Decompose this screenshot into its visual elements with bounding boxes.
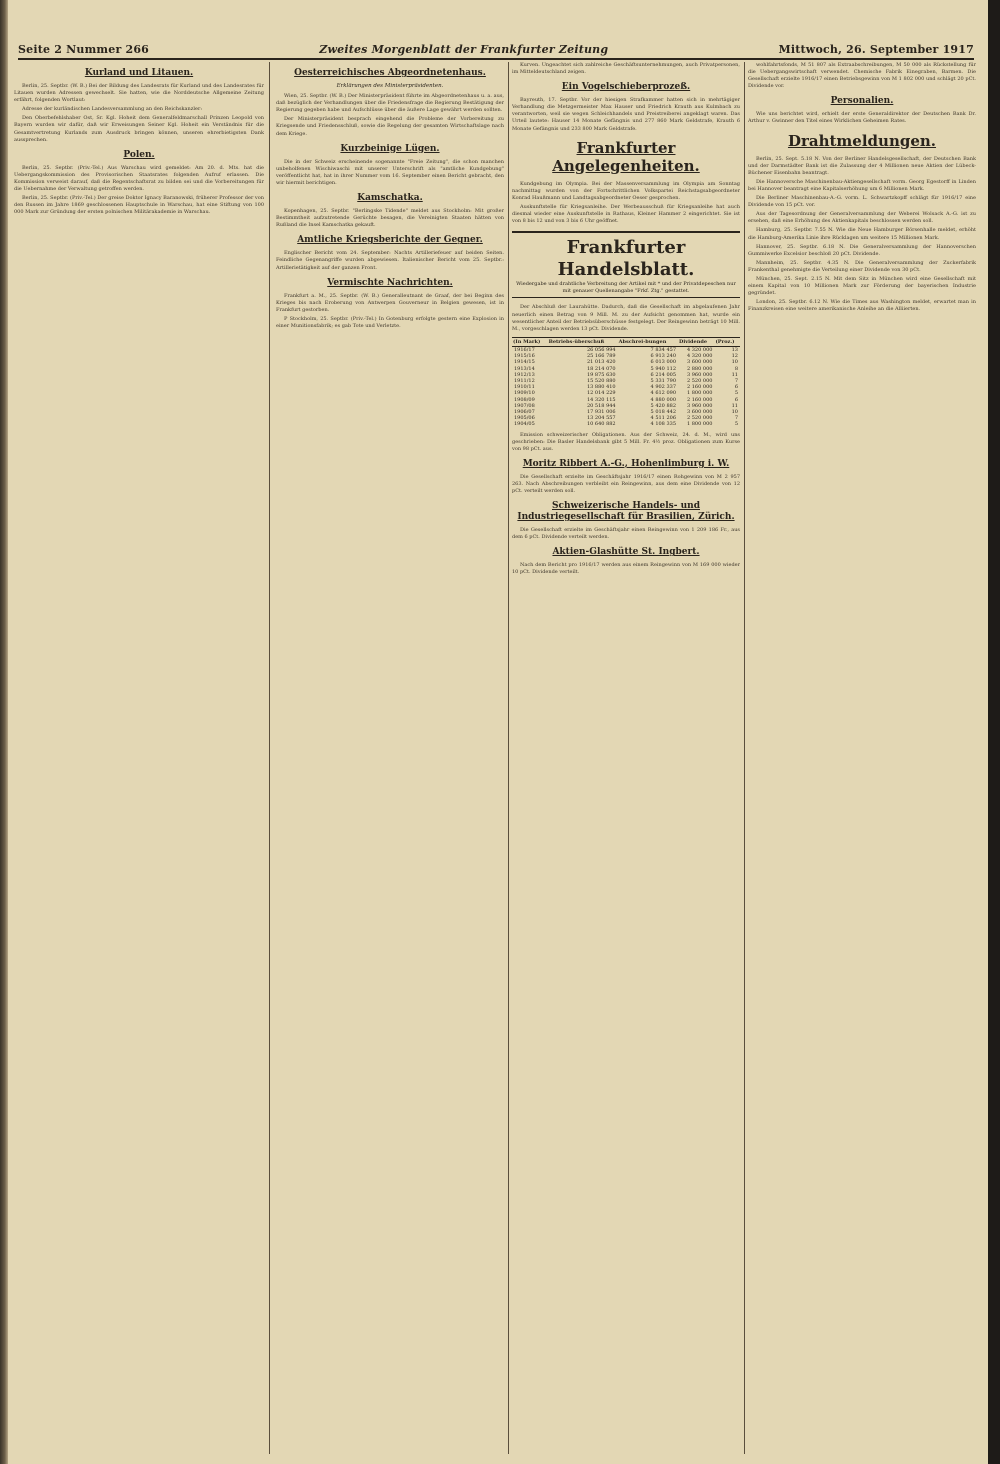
article-paragraph: wohlfahrtsfonds, M 51 807 als Extraabschreibungen, M 50 000 als Rückstellung für die Uebergangswirtschaft verwendet. Chemische Fabrik Einegraben, Barmen. Die Gesellschaft erzielte 1916/17 einen Betriebsgewinn von M 1 802 000 und schlägt 20 pCt. Dividende vor. — [748, 62, 976, 90]
laurahuette-table — [512, 337, 740, 428]
article-paragraph: Kurven. Ungeachtet sich zahlreiche Geschäftsunternehmungen, auch Privatpersonen, im Mitteldeutschland zeigen. — [512, 62, 740, 76]
table-cell: 11 — [731, 371, 738, 378]
table-cell: 4 108 335 — [650, 421, 676, 428]
article-paragraph: Der Abschluß der Laurahütte. Dadurch, daß die Gesellschaft im abgelaufenen Jahr neuerlich einen Betrag von 9 Mill. M. zu der Aufsicht genommen hat, wurde ein wesentlicher Anteil der Betriebsüberschüsse festgelegt. Der Reingewinn beträgt 10 Mill. M., vorgeschlagen werden 13 pCt. Dividende. — [512, 304, 740, 332]
headline-kamschatka: Kamschatka. — [357, 193, 423, 204]
table-cell: 2 880 000 — [686, 365, 713, 372]
article-paragraph: Kopenhagen, 25. Septbr. "Berlingske Tidende" meldet aus Stockholm: Mit großer Bestimmtheit aufzutretende Gerüchte besagen, die Vereinigten Staaten hätten von Rußland die Insel Kamschatka gekauft. — [276, 208, 504, 229]
table-header-row — [512, 337, 740, 346]
article-paragraph: Nach dem Bericht pro 1916/17 werden aus einem Reingewinn von M 169 000 wieder 10 pCt. Dividende verteilt. — [512, 562, 740, 576]
headline-personalien: Personalien. — [830, 96, 894, 107]
article-paragraph: Auskunftstelle für Kriegsanleihe. Der Werbeausschuß für Kriegsanleihe hat auch diesmal wieder eine Auskunftstelle in Rathaus, Kleiner Hammer 2 eingerichtet. Sie ist von 8 bis 12 und von 3 bis 6 Uhr geöffnet. — [512, 203, 740, 225]
column-rule — [744, 62, 745, 1454]
article-paragraph: Hamburg, 25. Septbr. 7.55 N. Wie die Neue Hamburger Börsenhalle meldet, erhöht die Hamburg-Amerika Linie ihre Rücklagen um weitere 15 Millionen Mark. — [748, 227, 976, 241]
column-1 — [14, 62, 264, 1454]
table-cell: 5 — [734, 390, 738, 397]
table-row — [512, 421, 740, 427]
article-paragraph: Emission schweizerischer Obligationen. Aus der Schweiz, 24. d. M., wird uns geschrieben: Die Basler Handelsbank gibt 5 Mill. Fr. 4½ proz. Obligationen zum Kurse von 98 pCt. aus. — [512, 431, 740, 452]
table-cell: 1908/09 — [514, 396, 535, 403]
table-cell: 6 013 000 — [650, 359, 676, 366]
article-paragraph: Frankfurt a. M., 25. Septbr. (W. B.) Generalleutnant de Graaf, der bei Beginn des Krieges bis nach Eroberung von Antwerpen Gouverneur in Belgien gewesen, ist in Frankfurt gestorben. — [276, 292, 504, 313]
headline-drahtmeldungen: Drahtmeldungen. — [787, 131, 937, 150]
handelsblatt-banner — [512, 231, 740, 298]
table-cell: 5 331 790 — [650, 378, 676, 384]
table-header-cell: Dividende — [678, 337, 714, 346]
table-cell: 21 013 420 — [586, 359, 616, 366]
handelsblatt-title: Frankfurter Handelsblatt. — [557, 237, 695, 281]
column-rule — [269, 62, 270, 1454]
table-cell: 6 214 005 — [650, 371, 676, 378]
table-cell: 10 640 882 — [586, 421, 616, 428]
table-cell: 5 — [734, 421, 738, 428]
subheadline: Erklärungen des Ministerpräsidenten. — [336, 83, 444, 89]
article-paragraph: Die Hannoversche Maschinenbau-Aktiengesellschaft vorm. Georg Egestorff in Linden bei Hannover beantragt eine Kapitalserhöhung um 6 Millionen Mark. — [748, 178, 976, 192]
table-cell: 6 913 240 — [650, 353, 676, 360]
table-cell: 1907/08 — [514, 402, 535, 409]
table-cell: 1913/14 — [514, 365, 535, 372]
table-cell: 2 160 000 — [686, 396, 713, 403]
table-cell: 4 612 090 — [650, 390, 676, 397]
headline-brasilien: Schweizerische Handels- und Industriegesellschaft für Brasilien, Zürich. — [517, 501, 735, 523]
table-header-cell: (In Mark) — [512, 337, 548, 346]
headline-vermischtes: Vermischte Nachrichten. — [327, 277, 453, 288]
article-paragraph: Die Gesellschaft erzielte im Geschäftsjahr 1916/17 einen Rohgewinn von M 2 957 263. Nach Abschreibungen verbleibt ein Reingewinn, aus dem eine Dividende von 12 pCt. verteilt werden soll. — [512, 473, 740, 495]
article-paragraph: Die in der Schweiz erscheinende sogenannte "Freie Zeitung", die schon manchen unbeholfenen Wischiwaschi mit unserer Unterschrift als "amtliche Kundgebung" veröffentlicht hat, hat in ihrer Nummer vom 16. September einen Bericht gebracht, den wir hiermit berichtigen. — [276, 158, 504, 186]
headline-glashuette: Aktien-Glashütte St. Ingbert. — [552, 547, 700, 558]
article-paragraph: Bayreuth, 17. Septbr. Vor der hiesigen Strafkammer hatten sich in mehrtägiger Verhandlung die Metzgermeister Max Hauser und Friedrich Krauth aus Kulmbach zu verantworten, weil sie wegen Schleichhandels und Preistreiberei angeklagt waren. Das Urteil lautete: Hauser 14 Monate Gefängnis und 277 860 Mark Geldstrafe, Krauth 6 Monate Gefängnis und 233 800 Mark Geldstrafe. — [512, 97, 740, 132]
table-cell: 4 902 337 — [650, 384, 676, 391]
table-cell: 12 014 229 — [586, 390, 616, 397]
table-cell: 1904/05 — [514, 421, 535, 428]
table-cell: 7 — [734, 378, 738, 384]
table-row — [512, 346, 740, 353]
article-paragraph: Kundgebung im Olympia. Bei der Massenversammlung im Olympia am Sonntag nachmittag wurden von der Fortschrittlichen Volkspartei Reichstagsabgeordneter Konrad Haußmann und Landtagsabgeordneter Oeser gesprochen. — [512, 180, 740, 201]
table-cell: 4 511 206 — [650, 415, 676, 422]
article-paragraph: London, 25. Septbr. 6.12 N. Wie die Times aus Washington meldet, erwartet man in Finanzkreisen eine weitere amerikanische Anleihe an die Alliierten. — [748, 299, 976, 313]
headline-kriegsberichte: Amtliche Kriegsberichte der Gegner. — [297, 235, 483, 246]
article-paragraph: Die Berliner Maschinenbau-A.-G. vorm. L. Schwartzkopff schlägt für 1916/17 eine Dividende von 15 pCt. vor. — [748, 195, 976, 209]
handelsblatt-caption: Wiedergabe und drahtliche Verbreitung der Artikel mit * und der Privatdepeschen nur mit genauer Quellenangabe "Frkf. Ztg." gestattet. — [516, 281, 736, 295]
article-paragraph: Hannover, 25. Septbr. 6.18 N. Die Generalversammlung der Hannoverschen Gummiwerke Excelsior beschloß 20 pCt. Dividende. — [748, 243, 976, 257]
table-cell: 1906/07 — [514, 409, 535, 416]
table-cell: 26 056 994 — [586, 346, 616, 353]
article-paragraph: Wie uns berichtet wird, erhielt der erste Generaldirektor der Deutschen Bank Dr. Arthur v. Gwinner den Titel eines Wirklichen Geheimen Rates. — [748, 111, 976, 125]
table-cell: 20 518 944 — [586, 402, 616, 409]
page-binding-edge — [0, 0, 8, 1464]
table-cell: 11 — [731, 402, 738, 409]
article-paragraph: Den Oberbefehlshaber Ost, Sr. Kgl. Hoheit dem Generalfeldmarschall Prinzen Leopold von Bayern wurden wir dafür, daß wir Erweisungen Seiner Kgl. Hoheit ein Verständnis für die Gesamtvertretung Kurlands zum Ausdruck bringen können, unseren ehrerbietigsten Dank aussprechen. — [14, 115, 264, 143]
table-cell: 15 520 880 — [586, 378, 616, 384]
table-cell: 1910/11 — [514, 384, 535, 391]
article-paragraph: Berlin, 25. Septbr. (W. B.) Bei der Bildung des Landesrats für Kurland und des Landesrates für Litauen wurden Adressen gewechselt. Sie hatten, wie die Norddeutsche Allgemeine Zeitung erfährt, folgenden Wortlaut: — [14, 83, 264, 104]
table-header-cell: Abschrei-bungen — [618, 337, 678, 346]
headline-polen: Polen. — [123, 149, 155, 160]
table-cell: 1909/10 — [514, 390, 535, 397]
table-cell: 19 875 630 — [586, 371, 616, 378]
scan-border — [988, 0, 1000, 1464]
table-cell: 1912/13 — [514, 371, 535, 378]
table-cell: 5 940 112 — [650, 365, 676, 372]
table-header-cell: (Proz.) — [714, 337, 740, 346]
table-cell: 3 960 000 — [686, 371, 713, 378]
article-paragraph: P Stockholm, 25. Septbr. (Priv.-Tel.) In Gotenburg erfolgte gestern eine Explosion in einer Munitionsfabrik; es gab Tote und Verletzte. — [276, 315, 504, 329]
table-cell: 5 018 442 — [650, 409, 676, 416]
table-cell: 1905/06 — [514, 415, 535, 422]
table-cell: 1914/15 — [514, 359, 535, 366]
table-cell: 14 320 115 — [586, 396, 616, 403]
table-cell: 1915/16 — [514, 353, 535, 360]
table-cell: 4 880 000 — [650, 396, 676, 403]
column-3 — [512, 62, 740, 1454]
article-paragraph: Berlin, 25. Sept. 5.18 N. Von der Berliner Handelsgesellschaft, der Deutschen Bank und der Darmstädter Bank ist die Zulassung der 4 Millionen neue Aktien der Lübeck-Büchener Eisenbahn beantragt. — [748, 155, 976, 176]
article-paragraph: Englischer Bericht vom 24. September: Nachts Artilleriefeuer auf beiden Seiten. Feindliche Gegenangriffe wurden abgewiesen. Italienischer Bericht vom 25. Septbr.: Artillerietätigkeit auf der ganzen Front. — [276, 250, 504, 271]
article-paragraph: Mannheim, 25. Septbr. 4.35 N. Die Generalversammlung der Zuckerfabrik Frankenthal genehmigte die Verteilung einer Dividende von 30 pCt. — [748, 259, 976, 273]
table-cell: 2 520 000 — [686, 415, 713, 422]
column-2 — [276, 62, 504, 1454]
article-paragraph: Der Ministerpräsident besprach eingehend die Probleme der Vorbereitung zu Kriegsende und Friedensschluß, sowie die Regelung der gesamten Wirtschaftslage nach dem Kriege. — [276, 116, 504, 137]
table-cell: 2 520 000 — [686, 378, 713, 384]
table-cell: 1 800 000 — [686, 421, 713, 428]
headline-abgeordnetenhaus: Oesterreichisches Abgeordnetenhaus. — [294, 68, 486, 78]
table-cell: 7 834 457 — [650, 346, 676, 353]
table-cell: 12 — [731, 353, 738, 360]
table-cell: 3 600 000 — [686, 359, 713, 366]
table-cell: 3 600 000 — [686, 409, 713, 416]
article-paragraph: Berlin, 25. Septbr. (Priv.-Tel.) Der greise Doktor Ignacy Baranowski, früherer Professor der von den Russen im Jahre 1869 geschlossenen Hauptschule in Warschau, hat eine Stiftung von 100 000 Mark zur Gründung der ersten polnischen Militärakademie in Warschau. — [14, 195, 264, 216]
masthead — [18, 40, 974, 60]
masthead-paper-title: Zweites Morgenblatt der Frankfurter Zeitung — [319, 42, 609, 56]
masthead-page-number: Seite 2 Nummer 266 — [18, 42, 150, 56]
headline-kurland: Kurland und Litauen. — [84, 68, 194, 78]
table-cell: 2 160 000 — [686, 384, 713, 391]
table-cell: 25 166 789 — [586, 353, 616, 360]
table-cell: 17 931 006 — [586, 409, 616, 416]
table-cell: 18 214 070 — [586, 365, 616, 372]
article-paragraph: Die Gesellschaft erzielte im Geschäftsjahr einen Reingewinn von 1 209 186 Fr., aus dem 6 pCt. Dividende verteilt werden. — [512, 527, 740, 541]
table-cell: 4 320 000 — [686, 353, 713, 360]
table-cell: 10 — [731, 409, 738, 416]
headline-luegen: Kurzbeinige Lügen. — [340, 143, 440, 154]
table-cell: 3 960 000 — [686, 402, 713, 409]
headline-frankfurter-angelegenheiten: Frankfurter Angelegenheiten. — [552, 138, 700, 175]
column-rule — [508, 62, 509, 1454]
table-cell: 6 — [734, 396, 738, 403]
column-4 — [748, 62, 976, 1454]
table-cell: 4 320 000 — [686, 346, 713, 353]
table-cell: 1916/17 — [514, 346, 535, 353]
article-paragraph: Berlin, 25. Septbr. (Priv.-Tel.) Aus Warschau wird gemeldet: Am 20. d. Mts. hat die Uebergangskommission des Provisorischen Staatsrates folgenden Aufruf erlassen. Die Kommission verweist darauf, daß die Regentschaftsrat zu bilden sei und die Vorbereitungen für die Uebernahme der Verwaltung getroffen werden. — [14, 164, 264, 193]
table-cell: 1911/12 — [514, 378, 535, 384]
article-paragraph: Wien, 25. Septbr. (W. B.) Der Ministerpräsident führte im Abgeordnetenhaus u. a. aus, daß bezüglich der Verhandlungen über die Friedensfrage die Regierung Bestätigung der Regierung gegeben habe und Aufschlüsse über die äußere Lage gewährt werden sollten. — [276, 93, 504, 114]
table-cell: 7 — [734, 415, 738, 422]
headline-ribbert: Moritz Ribbert A.-G., Hohenlimburg i. W. — [522, 458, 730, 469]
headline-vogelschieber: Ein Vogelschieberprozeß. — [561, 82, 691, 93]
table-cell: 1 800 000 — [686, 390, 713, 397]
table-cell: 6 — [734, 384, 738, 391]
table-cell: 13 880 410 — [586, 384, 616, 391]
table-cell: 10 — [731, 359, 738, 366]
table-cell: 13 — [731, 346, 738, 353]
table-cell: 5 420 882 — [650, 402, 676, 409]
table-body — [512, 346, 740, 427]
article-paragraph: Adresse der kurländischen Landesversammlung an den Reichskanzler: — [22, 106, 203, 113]
article-paragraph: Aus der Tagesordnung der Generalversammlung der Weberei Wolsack A.-G. ist zu ersehen, daß eine Erhöhung des Aktienkapitals beschlossen werden soll. — [748, 211, 976, 225]
table-cell: 8 — [734, 365, 738, 372]
article-paragraph: München, 25. Sept. 2.15 N. Mit dem Sitz in München wird eine Gesellschaft mit einem Kapital von 10 Millionen Mark zur Förderung der bayerischen Industrie gegründet. — [748, 275, 976, 297]
table-cell: 13 204 557 — [586, 415, 616, 422]
table-header-cell: Betriebs-überschuß — [548, 337, 618, 346]
masthead-date: Mittwoch, 26. September 1917 — [778, 42, 974, 56]
